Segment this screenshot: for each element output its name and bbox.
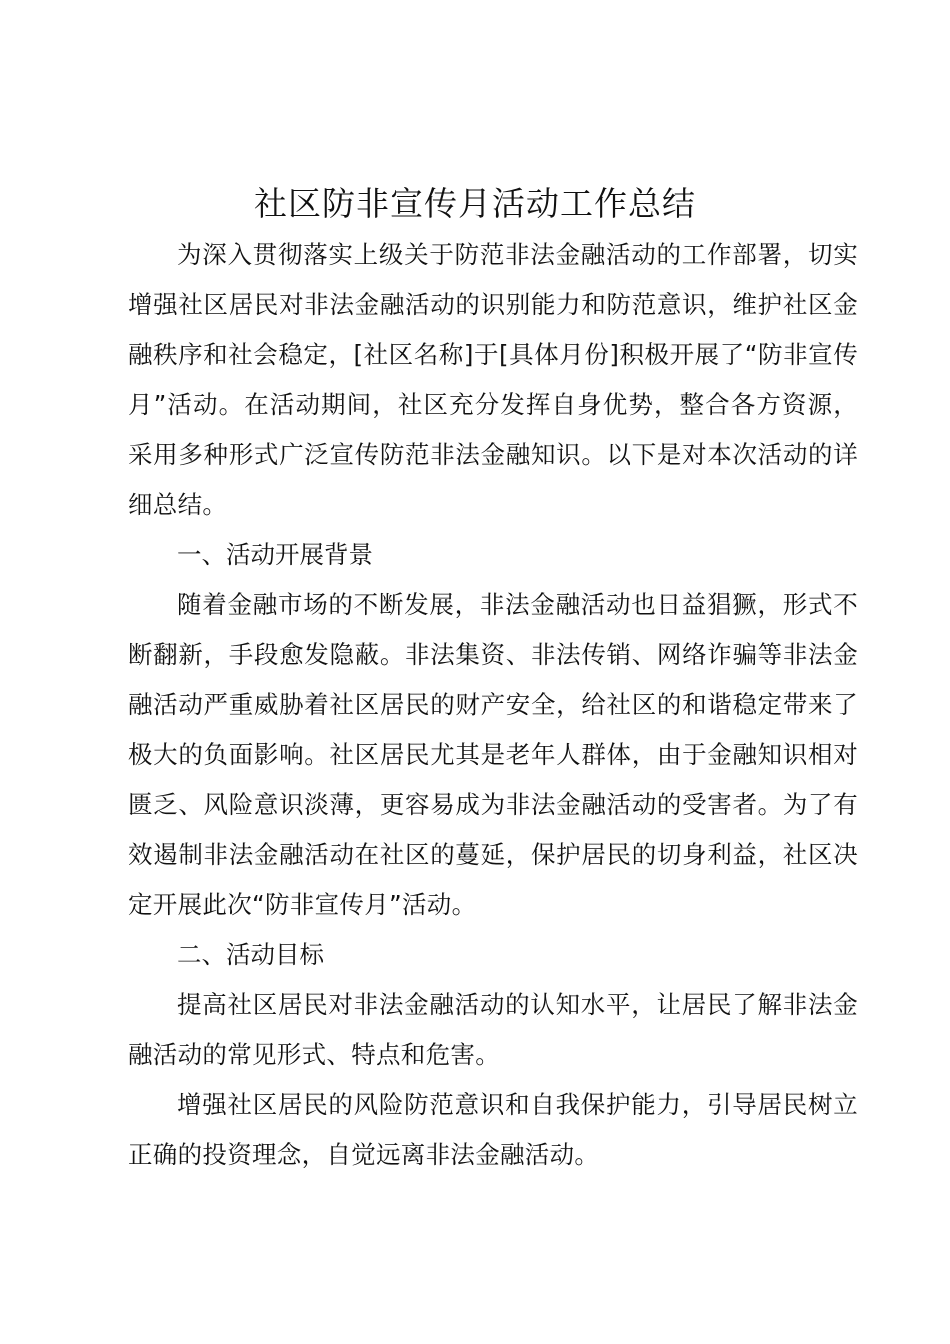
intro-paragraph: 为深入贯彻落实上级关于防范非法金融活动的工作部署，切实增强社区居民对非法金融活动的识别能力和防范意识，维护社区金融秩序和社会稳定，[社区名称]于[具体月份]积极开展了“防非宣传月”活动。在活动期间，社区充分发挥自身优势，整合各方资源，采用多种形式广泛宣传防范非法金融知识。以下是对本次活动的详细总结。 [128,240,858,519]
document-body [128,230,858,1180]
section-heading-goals: 二、活动目标 [177,940,324,969]
section-heading-background: 一、活动开展背景 [177,540,373,569]
background-paragraph: 随着金融市场的不断发展，非法金融活动也日益猖獗，形式不断翻新，手段愈发隐蔽。非法集资、非法传销、网络诈骗等非法金融活动严重威胁着社区居民的财产安全，给社区的和谐稳定带来了极大的负面影响。社区居民尤其是老年人群体，由于金融知识相对匮乏、风险意识淡薄，更容易成为非法金融活动的受害者。为了有效遏制非法金融活动在社区的蔓延，保护居民的切身利益，社区决定开展此次“防非宣传月”活动。 [128,590,858,919]
goal-paragraph-2: 增强社区居民的风险防范意识和自我保护能力，引导居民树立正确的投资理念，自觉远离非法金融活动。 [128,1090,858,1169]
goal-paragraph-1: 提高社区居民对非法金融活动的认知水平，让居民了解非法金融活动的常见形式、特点和危害。 [128,990,858,1069]
document-title: 社区防非宣传月活动工作总结 [254,184,696,223]
